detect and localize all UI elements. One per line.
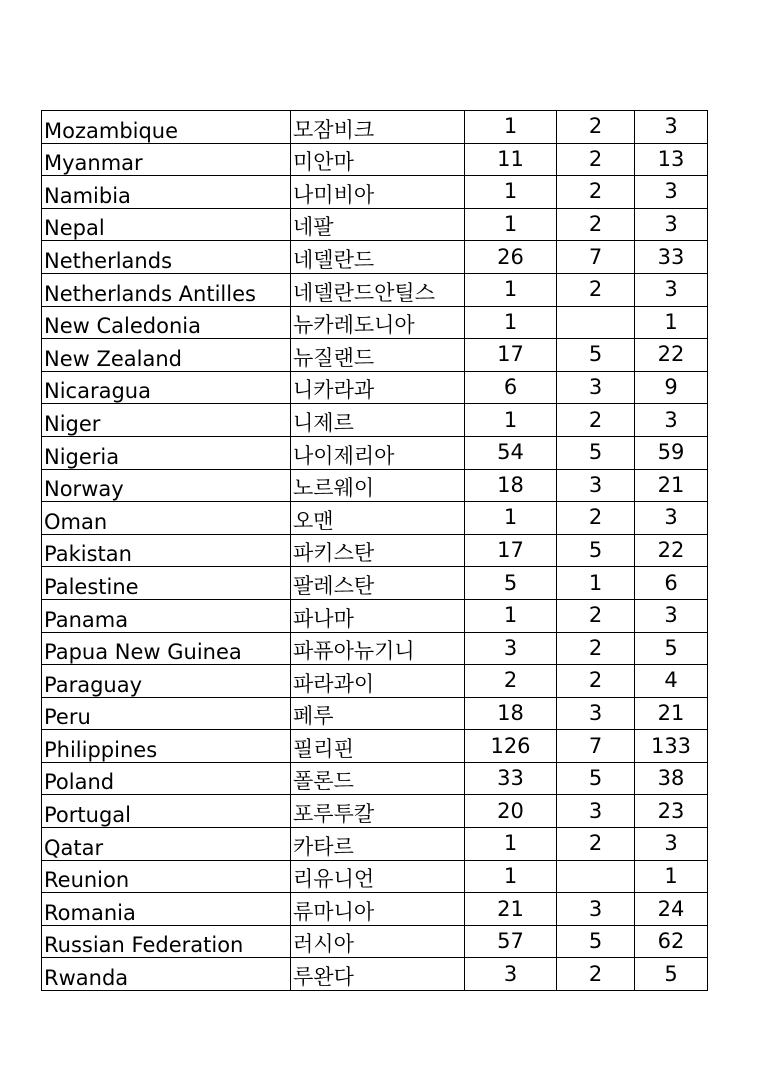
count-b: 7 [557, 730, 635, 763]
country-name-korean: 나미비아 [291, 176, 465, 209]
table-row [42, 697, 708, 730]
count-a: 2 [465, 665, 557, 698]
country-name-english: Papua New Guinea [42, 632, 291, 665]
table-row [42, 469, 708, 502]
count-a: 1 [465, 306, 557, 339]
country-name-korean: 페루 [291, 697, 465, 730]
count-b: 5 [557, 534, 635, 567]
country-name-korean: 류마니아 [291, 893, 465, 926]
country-name-korean: 나이제리아 [291, 436, 465, 469]
table-row [42, 404, 708, 437]
count-a: 1 [465, 860, 557, 893]
country-name-english: Myanmar [42, 143, 291, 176]
country-name-english: Peru [42, 697, 291, 730]
count-total: 3 [635, 273, 708, 306]
country-name-english: Qatar [42, 828, 291, 861]
count-total: 4 [635, 665, 708, 698]
country-name-korean: 파라과이 [291, 665, 465, 698]
count-total: 21 [635, 469, 708, 502]
count-b: 5 [557, 925, 635, 958]
count-a: 5 [465, 567, 557, 600]
country-name-korean: 네팔 [291, 208, 465, 241]
count-b: 2 [557, 958, 635, 991]
count-b [557, 860, 635, 893]
count-b: 2 [557, 632, 635, 665]
table-row [42, 306, 708, 339]
count-b: 2 [557, 208, 635, 241]
country-name-english: New Caledonia [42, 306, 291, 339]
country-name-korean: 폴론드 [291, 762, 465, 795]
count-a: 1 [465, 404, 557, 437]
count-total: 23 [635, 795, 708, 828]
count-a: 1 [465, 111, 557, 144]
country-name-english: Mozambique [42, 111, 291, 144]
count-b [557, 306, 635, 339]
table-row [42, 925, 708, 958]
country-name-english: Netherlands Antilles [42, 273, 291, 306]
table-body [42, 111, 708, 991]
count-total: 33 [635, 241, 708, 274]
table-row [42, 208, 708, 241]
count-b: 2 [557, 828, 635, 861]
country-name-korean: 팔레스탄 [291, 567, 465, 600]
count-b: 3 [557, 697, 635, 730]
table-row [42, 567, 708, 600]
table-row [42, 111, 708, 144]
table-row [42, 241, 708, 274]
country-name-korean: 파퓨아뉴기니 [291, 632, 465, 665]
country-name-english: Nicaragua [42, 371, 291, 404]
country-name-korean: 미안마 [291, 143, 465, 176]
count-a: 57 [465, 925, 557, 958]
count-total: 3 [635, 502, 708, 535]
count-b: 3 [557, 469, 635, 502]
count-total: 22 [635, 534, 708, 567]
country-name-english: Panama [42, 599, 291, 632]
count-b: 2 [557, 111, 635, 144]
table-row [42, 795, 708, 828]
count-total: 38 [635, 762, 708, 795]
country-name-english: Paraguay [42, 665, 291, 698]
country-name-english: New Zealand [42, 339, 291, 372]
count-a: 1 [465, 502, 557, 535]
count-total: 21 [635, 697, 708, 730]
country-name-english: Russian Federation [42, 925, 291, 958]
country-name-english: Oman [42, 502, 291, 535]
count-total: 62 [635, 925, 708, 958]
count-a: 1 [465, 599, 557, 632]
country-name-korean: 파나마 [291, 599, 465, 632]
country-name-korean: 노르웨이 [291, 469, 465, 502]
count-a: 21 [465, 893, 557, 926]
count-total: 22 [635, 339, 708, 372]
country-name-english: Pakistan [42, 534, 291, 567]
table-row [42, 436, 708, 469]
count-b: 7 [557, 241, 635, 274]
count-total: 13 [635, 143, 708, 176]
country-name-korean: 포루투칼 [291, 795, 465, 828]
table-row [42, 273, 708, 306]
count-a: 18 [465, 469, 557, 502]
count-b: 2 [557, 143, 635, 176]
country-name-english: Nepal [42, 208, 291, 241]
country-name-korean: 뉴카레도니아 [291, 306, 465, 339]
count-a: 126 [465, 730, 557, 763]
table-row [42, 665, 708, 698]
count-total: 59 [635, 436, 708, 469]
country-table [41, 110, 708, 991]
country-name-korean: 모잠비크 [291, 111, 465, 144]
count-b: 2 [557, 665, 635, 698]
count-total: 6 [635, 567, 708, 600]
count-b: 2 [557, 273, 635, 306]
count-b: 3 [557, 371, 635, 404]
count-a: 1 [465, 273, 557, 306]
table-row [42, 632, 708, 665]
country-name-english: Romania [42, 893, 291, 926]
country-name-korean: 필리핀 [291, 730, 465, 763]
table-row [42, 143, 708, 176]
count-a: 1 [465, 176, 557, 209]
table-row [42, 828, 708, 861]
count-a: 20 [465, 795, 557, 828]
country-name-english: Philippines [42, 730, 291, 763]
count-a: 3 [465, 958, 557, 991]
count-a: 6 [465, 371, 557, 404]
count-b: 3 [557, 893, 635, 926]
country-name-korean: 오맨 [291, 502, 465, 535]
country-name-korean: 카타르 [291, 828, 465, 861]
table-row [42, 958, 708, 991]
count-total: 1 [635, 306, 708, 339]
count-total: 1 [635, 860, 708, 893]
count-a: 17 [465, 339, 557, 372]
country-name-english: Poland [42, 762, 291, 795]
table-row [42, 534, 708, 567]
count-a: 1 [465, 208, 557, 241]
count-b: 5 [557, 436, 635, 469]
count-b: 2 [557, 176, 635, 209]
country-name-english: Netherlands [42, 241, 291, 274]
country-name-korean: 파키스탄 [291, 534, 465, 567]
count-total: 3 [635, 828, 708, 861]
count-total: 24 [635, 893, 708, 926]
table-row [42, 730, 708, 763]
country-name-korean: 네델란드안틸스 [291, 273, 465, 306]
count-total: 3 [635, 404, 708, 437]
count-b: 2 [557, 404, 635, 437]
count-total: 5 [635, 632, 708, 665]
country-name-english: Niger [42, 404, 291, 437]
count-total: 5 [635, 958, 708, 991]
country-name-korean: 니제르 [291, 404, 465, 437]
country-name-english: Nigeria [42, 436, 291, 469]
count-a: 33 [465, 762, 557, 795]
table-row [42, 860, 708, 893]
table-row [42, 176, 708, 209]
country-name-korean: 러시아 [291, 925, 465, 958]
count-total: 133 [635, 730, 708, 763]
count-b: 1 [557, 567, 635, 600]
country-name-english: Rwanda [42, 958, 291, 991]
country-name-korean: 네델란드 [291, 241, 465, 274]
count-b: 3 [557, 795, 635, 828]
country-name-english: Namibia [42, 176, 291, 209]
count-total: 3 [635, 208, 708, 241]
country-name-english: Palestine [42, 567, 291, 600]
count-total: 9 [635, 371, 708, 404]
count-a: 1 [465, 828, 557, 861]
count-a: 54 [465, 436, 557, 469]
table-row [42, 599, 708, 632]
country-name-english: Portugal [42, 795, 291, 828]
count-total: 3 [635, 111, 708, 144]
count-a: 17 [465, 534, 557, 567]
count-b: 5 [557, 339, 635, 372]
count-a: 18 [465, 697, 557, 730]
country-name-korean: 루완다 [291, 958, 465, 991]
count-total: 3 [635, 599, 708, 632]
count-b: 2 [557, 502, 635, 535]
country-name-korean: 리유니언 [291, 860, 465, 893]
count-b: 2 [557, 599, 635, 632]
count-a: 3 [465, 632, 557, 665]
country-name-korean: 뉴질랜드 [291, 339, 465, 372]
country-name-english: Reunion [42, 860, 291, 893]
count-total: 3 [635, 176, 708, 209]
count-a: 26 [465, 241, 557, 274]
table-row [42, 502, 708, 535]
table-row [42, 762, 708, 795]
count-a: 11 [465, 143, 557, 176]
count-b: 5 [557, 762, 635, 795]
country-name-english: Norway [42, 469, 291, 502]
table-row [42, 339, 708, 372]
country-name-korean: 니카라과 [291, 371, 465, 404]
table-row [42, 371, 708, 404]
table-row [42, 893, 708, 926]
